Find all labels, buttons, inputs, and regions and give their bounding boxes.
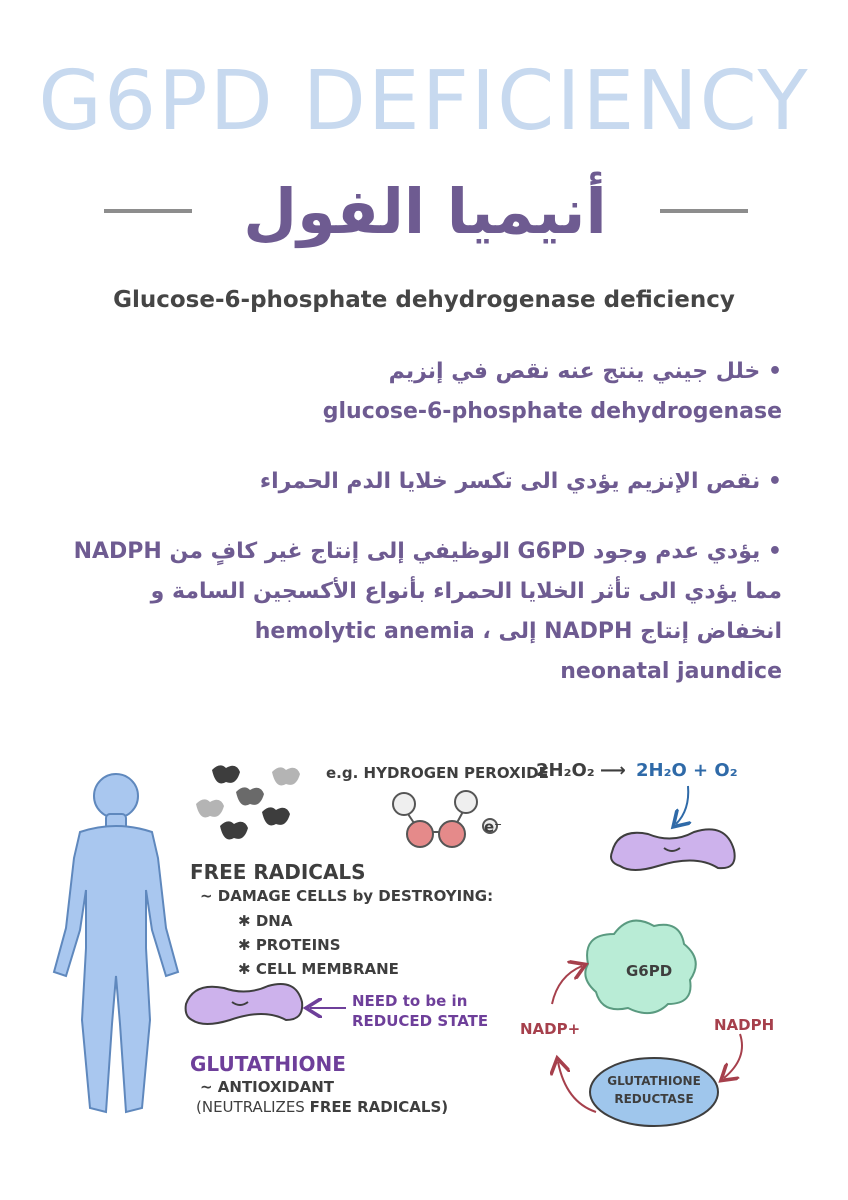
bullet-1-ar: • خلل جيني ينتج عنه نقص في إنزيم xyxy=(388,359,782,384)
bullet-3-ar: • يؤدي عدم وجود G6PD الوظيفي إلى إنتاج غير كافٍ من NADPH مما يؤدي الى تأثر الخلايا الحمراء بأنواع الأكسجين السامة و انخفاض إنتاج NADPH إلى ، hemolytic anemia xyxy=(73,539,782,644)
divider-left xyxy=(104,209,192,213)
nadp-plus-label: NADP+ xyxy=(520,1020,581,1038)
reductase-line1: GLUTATHIONE xyxy=(607,1074,701,1088)
asterisk-icon: ✱ xyxy=(238,936,251,954)
free-radicals-title: FREE RADICALS xyxy=(190,860,366,884)
damage-item-membrane xyxy=(238,960,399,978)
bullet-3 xyxy=(60,532,782,692)
asterisk-icon: ✱ xyxy=(238,960,251,978)
reaction-left: 2H₂O₂ xyxy=(536,760,595,781)
human-body-icon xyxy=(54,774,178,1112)
nadph-label: NADPH xyxy=(714,1016,775,1034)
electron-label: e⁻ xyxy=(484,818,503,836)
damage-item-dna xyxy=(238,912,292,930)
damage-item-label: DNA xyxy=(255,912,293,930)
bullet-3-en: neonatal jaundice xyxy=(560,659,782,684)
need-reduced-line1: NEED to be in xyxy=(352,992,468,1010)
free-radicals-desc: ~ DAMAGE CELLS by DESTROYING: xyxy=(200,887,494,905)
diagram xyxy=(0,740,848,1200)
glutathione-desc-2b: FREE RADICALS) xyxy=(309,1098,449,1116)
divider-right xyxy=(660,209,748,213)
glutathione-title: GLUTATHIONE xyxy=(190,1052,346,1076)
page-title-en: G6PD DEFICIENCY xyxy=(38,54,810,149)
bullet-2-ar: • نقص الإنزيم يؤدي الى تكسر خلايا الدم الحمراء xyxy=(259,469,782,494)
asterisk-icon: ✱ xyxy=(238,912,251,930)
glutathione-desc-2 xyxy=(196,1098,448,1116)
bullet-list xyxy=(60,352,782,722)
reductase-line2: REDUCTASE xyxy=(614,1092,694,1106)
glutathione-desc-2a: (NEUTRALIZES xyxy=(196,1098,310,1116)
free-radical-molecules-icon xyxy=(196,765,300,839)
damage-item-label: CELL MEMBRANE xyxy=(255,960,399,978)
bullet-1 xyxy=(60,352,782,432)
hydrogen-peroxide-molecule-icon xyxy=(393,791,497,847)
example-label: e.g. HYDROGEN PEROXIDE xyxy=(326,764,549,782)
glutathione-desc-1: ~ ANTIOXIDANT xyxy=(200,1078,334,1096)
reaction-arrow-icon: ⟶ xyxy=(600,760,626,781)
subtitle: Glucose-6-phosphate dehydrogenase deficiency xyxy=(113,287,735,313)
g6pd-label: G6PD xyxy=(626,962,673,980)
diagram-art xyxy=(0,740,848,1200)
need-reduced-line2: REDUCED STATE xyxy=(352,1012,489,1030)
bullet-2 xyxy=(60,462,782,502)
red-blood-cell-top-icon xyxy=(611,829,735,870)
bullet-1-en: glucose-6-phosphate dehydrogenase xyxy=(322,399,782,424)
page-title-ar: أنيميا الفول xyxy=(243,175,607,248)
reaction-right: 2H₂O + O₂ xyxy=(636,760,738,781)
damage-item-proteins xyxy=(238,936,341,954)
damage-item-label: PROTEINS xyxy=(255,936,341,954)
